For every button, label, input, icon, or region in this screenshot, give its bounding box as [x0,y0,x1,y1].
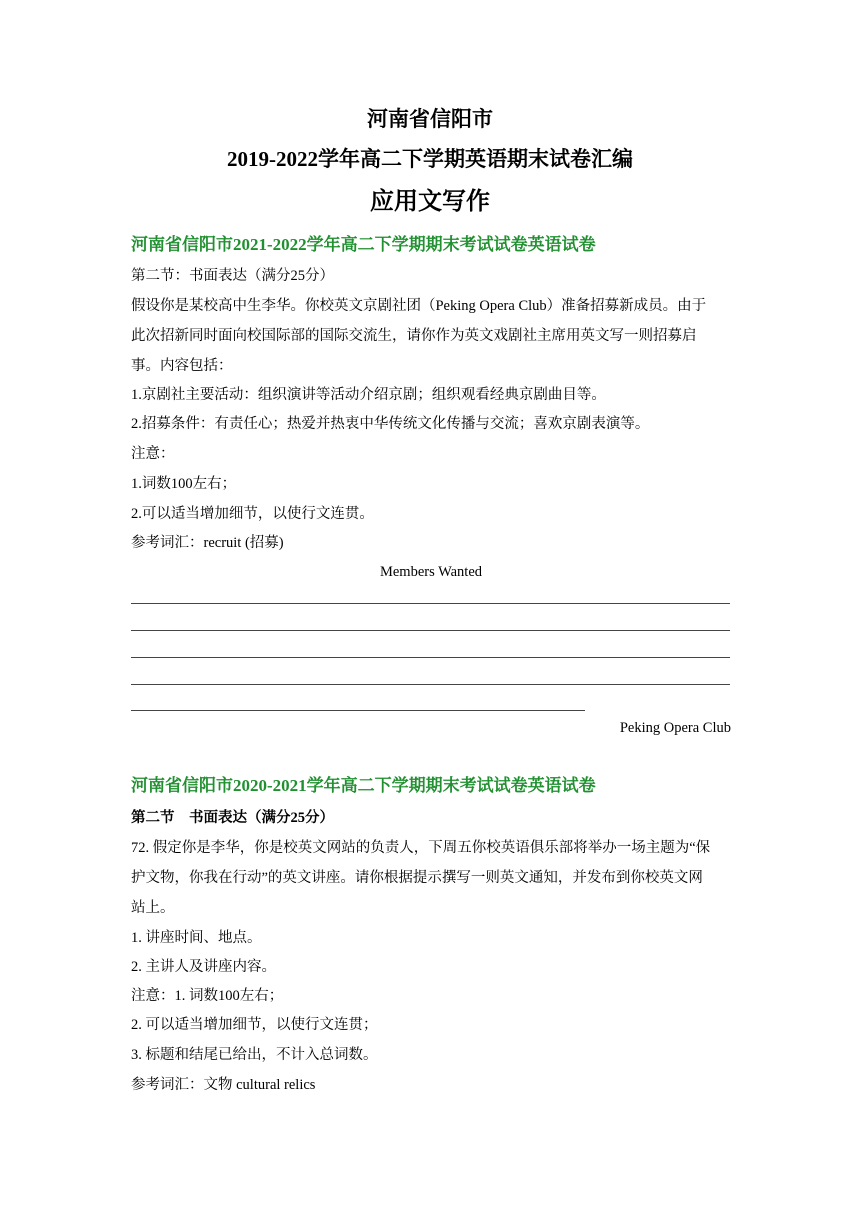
answer-line [131,630,730,631]
section1-point-2: 2.招募条件：有责任心；热爱并热衷中华传统文化传播与交流；喜欢京剧表演等。 [131,416,650,432]
section1-note-2: 2.可以适当增加细节，以使行文连贯。 [131,506,374,522]
section1-title: 河南省信阳市2021-2022学年高二下学期期末考试试卷英语试卷 [131,235,596,254]
section1-note-1: 1.词数100左右； [131,476,237,492]
doc-title-topic: 应用文写作 [370,189,490,215]
section1-note-label: 注意： [131,446,175,462]
section2-note-3: 3. 标题和结尾已给出，不计入总词数。 [131,1047,378,1063]
section1-writing-heading: Members Wanted [379,564,483,580]
section2-prompt-line: 站上。 [131,900,175,916]
answer-line [131,710,585,711]
section1-vocab: 参考词汇：recruit (招募) [131,535,284,551]
section1-prompt-line: 事。内容包括： [131,358,233,374]
section2-prompt-line: 72. 假定你是李华，你是校英文网站的负责人，下周五你校英语俱乐部将举办一场主题为“保 [131,840,711,856]
section2-point-2: 2. 主讲人及讲座内容。 [131,959,276,975]
section2-vocab: 参考词汇：文物 cultural relics [131,1077,316,1093]
doc-title-years: 2019-2022学年高二下学期英语期末试卷汇编 [227,147,633,171]
section2-part: 第二节 书面表达（满分25分） [131,810,334,826]
section1-prompt-line: 假设你是某校高中生李华。你校英文京剧社团（Peking Opera Club）准备招募新成员。由于 [131,298,707,314]
section1-prompt-line: 此次招新同时面向校国际部的国际交流生，请你作为英文戏剧社主席用英文写一则招募启 [131,328,697,344]
doc-title-region: 河南省信阳市 [367,107,493,131]
section2-note-2: 2. 可以适当增加细节，以使行文连贯； [131,1017,378,1033]
section2-note-1: 注意：1. 词数100左右； [131,988,284,1004]
section2-prompt-line: 护文物，你我在行动”的英文讲座。请你根据提示撰写一则英文通知，并发布到你校英文网 [131,870,703,886]
section1-part: 第二节：书面表达（满分25分） [131,268,334,284]
section1-point-1: 1.京剧社主要活动：组织演讲等活动介绍京剧；组织观看经典京剧曲目等。 [131,387,606,403]
answer-line [131,684,730,685]
section2-point-1: 1. 讲座时间、地点。 [131,930,262,946]
section2-title: 河南省信阳市2020-2021学年高二下学期期末考试试卷英语试卷 [131,776,596,795]
answer-line [131,603,730,604]
section1-signature: Peking Opera Club [619,720,731,736]
answer-line [131,657,730,658]
